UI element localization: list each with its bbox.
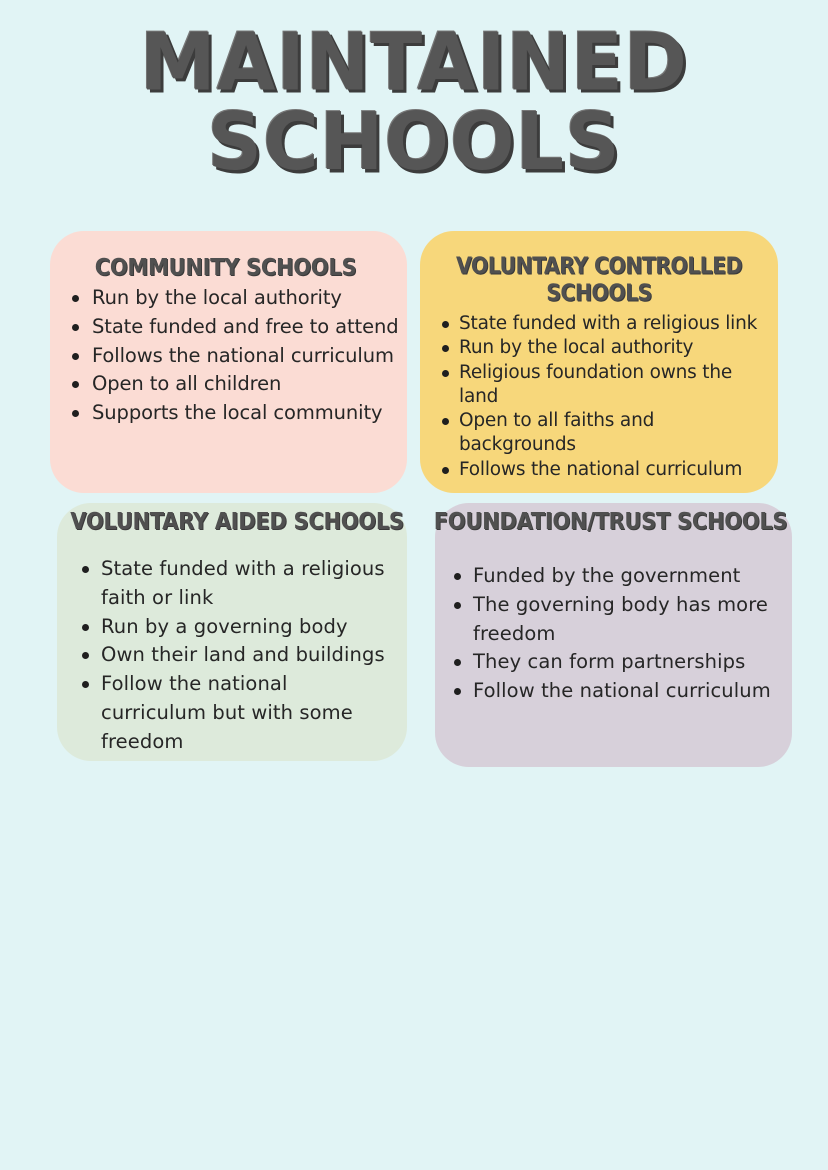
voluntary-aided-schools-list <box>57 555 407 757</box>
list-item: Follow the national curriculum but with some freedom <box>57 670 407 756</box>
community-schools-heading: COMMUNITY SCHOOLS <box>94 253 357 281</box>
voluntary-controlled-schools-card <box>420 231 778 493</box>
voluntary-aided-schools-card <box>57 503 407 761</box>
list-item: They can form partnerships <box>435 648 792 677</box>
list-item: Religious foundation owns the land <box>420 361 778 410</box>
list-item: State funded with a religious faith or link <box>57 555 407 613</box>
list-item: State funded with a religious link <box>420 312 778 336</box>
voluntary-controlled-schools-heading: VOLUNTARY CONTROLLED SCHOOLS <box>456 252 742 306</box>
list-item: Run by the local authority <box>420 336 778 360</box>
list-item: Follows the national curriculum <box>420 458 778 482</box>
community-schools-card <box>50 231 407 493</box>
list-item: Run by a governing body <box>57 613 407 642</box>
list-item: The governing body has more freedom <box>435 591 792 649</box>
list-item: Run by the local authority <box>50 284 407 313</box>
voluntary-aided-schools-heading: VOLUNTARY AIDED SCHOOLS <box>70 507 404 535</box>
voluntary-controlled-schools-list <box>420 312 778 482</box>
list-item: Own their land and buildings <box>57 641 407 670</box>
list-item: Funded by the government <box>435 562 792 591</box>
foundation-trust-schools-heading: FOUNDATION/TRUST SCHOOLS <box>433 507 788 535</box>
list-item: State funded and free to attend <box>50 313 407 342</box>
foundation-trust-schools-card <box>435 503 792 767</box>
list-item: Follow the national curriculum <box>435 677 792 706</box>
list-item: Follows the national curriculum <box>50 342 407 371</box>
list-item: Open to all children <box>50 370 407 399</box>
foundation-trust-schools-list <box>435 562 792 706</box>
list-item: Supports the local community <box>50 399 407 428</box>
list-item: Open to all faiths and backgrounds <box>420 409 778 458</box>
community-schools-list <box>50 284 407 428</box>
page-title: MAINTAINED SCHOOLS <box>140 14 688 189</box>
